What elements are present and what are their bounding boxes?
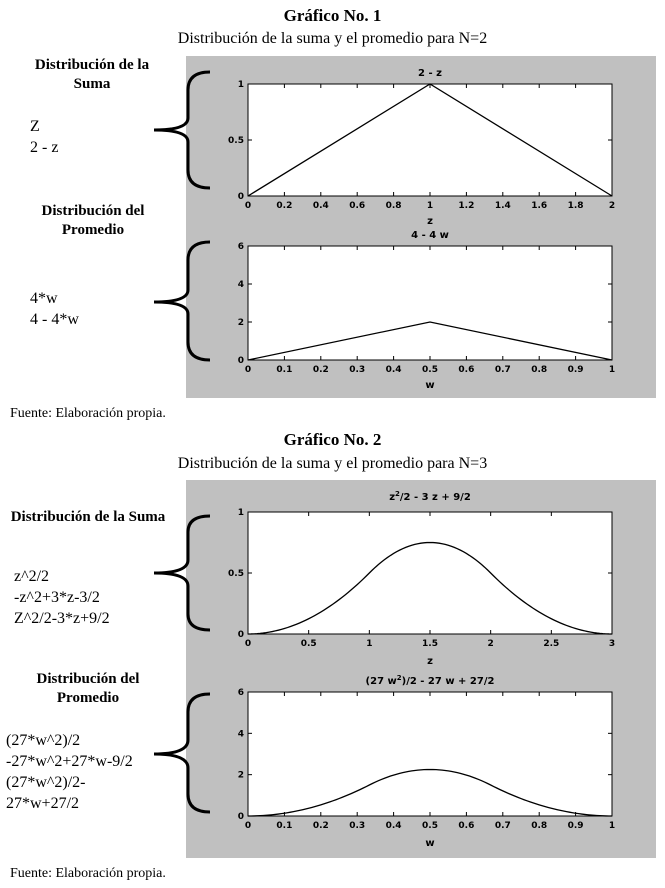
chart-c4-ytick-label: 0 <box>237 812 244 822</box>
chart-c1-xtick-label: 0.8 <box>385 201 402 211</box>
figure1-source: Fuente: Elaboración propia. <box>10 406 166 421</box>
chart-c4-xtick-label: 0 <box>244 821 252 831</box>
chart-c1-title: 2 - z <box>418 68 442 79</box>
chart-c2-xtick-label: 0.9 <box>567 365 584 375</box>
figure2-title: Gráfico No. 2 <box>283 430 382 449</box>
chart-c2-ytick-label: 4 <box>237 280 244 290</box>
chart-c3-xtick-label: 3 <box>608 639 616 649</box>
figure2-source: Fuente: Elaboración propia. <box>10 866 166 881</box>
chart-c3-ytick-label: 0.5 <box>228 569 244 579</box>
chart-c1-xtick-label: 0.2 <box>276 201 293 211</box>
chart-c2-xtick-label: 0.5 <box>422 365 438 375</box>
chart-c3-plot-area <box>248 512 612 634</box>
chart-c2-xtick-label: 0.1 <box>276 365 293 375</box>
chart-c1-xtick-label: 0 <box>244 201 252 211</box>
chart-c4-xtick-label: 0.5 <box>422 821 438 831</box>
chart-c2-xtick-label: 0.4 <box>385 365 402 375</box>
chart-c4-ytick-label: 4 <box>237 729 244 740</box>
figure2-sum-heading: Distribución de la Suma <box>10 509 166 525</box>
chart-c1-ytick-label: 0 <box>237 192 244 202</box>
chart-c4-xtick-label: 0.4 <box>385 821 402 831</box>
chart-c1-xtick-label: 1.2 <box>458 201 475 211</box>
chart-c1-xtick-label: 1.4 <box>494 201 511 211</box>
figure1-avg-heading: Distribución del Promedio <box>41 203 145 238</box>
chart-c1-ytick-label: 0.5 <box>228 136 244 146</box>
chart-c1-xlabel: z <box>427 216 433 226</box>
figure2-sum-formula: z^2/2 -z^2+3*z-3/2 Z^2/2-3*z+9/2 <box>14 568 110 627</box>
chart-c1-xtick-label: 1 <box>426 201 434 211</box>
figure1-subtitle: Distribución de la suma y el promedio para N=2 <box>177 30 488 47</box>
chart-c4-xtick-label: 0.2 <box>312 821 329 831</box>
chart-c3-xtick-label: 2.5 <box>543 639 560 649</box>
figure1-sum-formula: Z 2 - z <box>30 118 59 156</box>
figure2-subtitle: Distribución de la suma y el promedio para N=3 <box>177 455 488 472</box>
chart-c2-xtick-label: 0.8 <box>531 365 548 375</box>
figure1-title: Gráfico No. 1 <box>283 6 382 25</box>
chart-c1-xtick-label: 1.8 <box>567 201 584 211</box>
chart-c4-xtick-label: 0.3 <box>349 821 366 831</box>
chart-c2-plot-area <box>248 246 612 360</box>
chart-c1-xtick-label: 0.6 <box>349 201 366 211</box>
chart-c3-ytick-label: 0 <box>237 630 244 640</box>
chart-c3-xtick-label: 0 <box>244 639 252 649</box>
chart-c2-ytick-label: 0 <box>237 356 244 366</box>
chart-c4-xtick-label: 0.8 <box>531 821 548 831</box>
figure1-sum-heading: Distribución de la Suma <box>34 57 150 92</box>
chart-c4-xtick-label: 0.1 <box>276 821 293 831</box>
chart-c3-title: $z^2/2 - 3$ z + 9/2 <box>389 490 471 503</box>
chart-c3 <box>186 480 656 672</box>
chart-c4-xtick-label: 1 <box>608 821 616 831</box>
chart-c1-xtick-label: 0.4 <box>312 201 329 211</box>
chart-c3-xtick-label: 1.5 <box>422 639 438 649</box>
chart-c1-plot-area <box>248 84 612 196</box>
chart-c2-xtick-label: 0.2 <box>312 365 329 375</box>
figure2-avg-formula: (27*w^2)/2 -27*w^2+27*w-9/2 (27*w^2)/2- 27*w+27/2 <box>6 732 133 812</box>
figure1-avg-formula: 4*w 4 - 4*w <box>30 290 79 328</box>
chart-c2-xtick-label: 0.7 <box>494 365 511 375</box>
chart-c1-xtick-label: 2 <box>608 201 616 211</box>
chart-c1-ytick-label: 1 <box>237 80 244 90</box>
chart-c2-xlabel: w <box>425 380 435 391</box>
chart-c3-xtick-label: 0.5 <box>300 639 317 649</box>
chart-c1 <box>186 56 656 226</box>
chart-c4-title: (27 $w^2)/2 - 27$ w + 27/2 <box>365 674 495 687</box>
figure2-avg-heading: Distribución del Promedio <box>36 671 140 706</box>
chart-c2-xtick-label: 0.6 <box>458 365 475 375</box>
chart-c4-xlabel: w <box>425 838 435 849</box>
chart-c3-xtick-label: 1 <box>366 639 373 649</box>
chart-c3-ytick-label: 1 <box>237 508 244 518</box>
chart-c4-xtick-label: 0.6 <box>458 821 475 831</box>
chart-c2-xtick-label: 1 <box>608 365 616 375</box>
chart-c4-xtick-label: 0.9 <box>567 821 584 831</box>
chart-c2-ytick-label: 2 <box>237 318 244 328</box>
chart-c2-ytick-label: 6 <box>237 242 244 252</box>
chart-c4-xtick-label: 0.7 <box>494 821 511 831</box>
chart-c4 <box>186 672 656 858</box>
chart-c2 <box>186 226 656 398</box>
chart-c4-ytick-label: 2 <box>237 770 244 781</box>
chart-c3-xlabel: z <box>427 656 433 667</box>
chart-c2-xtick-label: 0.3 <box>349 365 366 375</box>
chart-c2-title: 4 - 4 w <box>411 230 449 241</box>
chart-c4-plot-area <box>248 692 612 816</box>
chart-c2-xtick-label: 0 <box>244 365 252 375</box>
chart-c4-ytick-label: 6 <box>237 688 244 698</box>
chart-c3-xtick-label: 2 <box>487 639 494 649</box>
chart-c1-xtick-label: 1.6 <box>531 201 548 211</box>
